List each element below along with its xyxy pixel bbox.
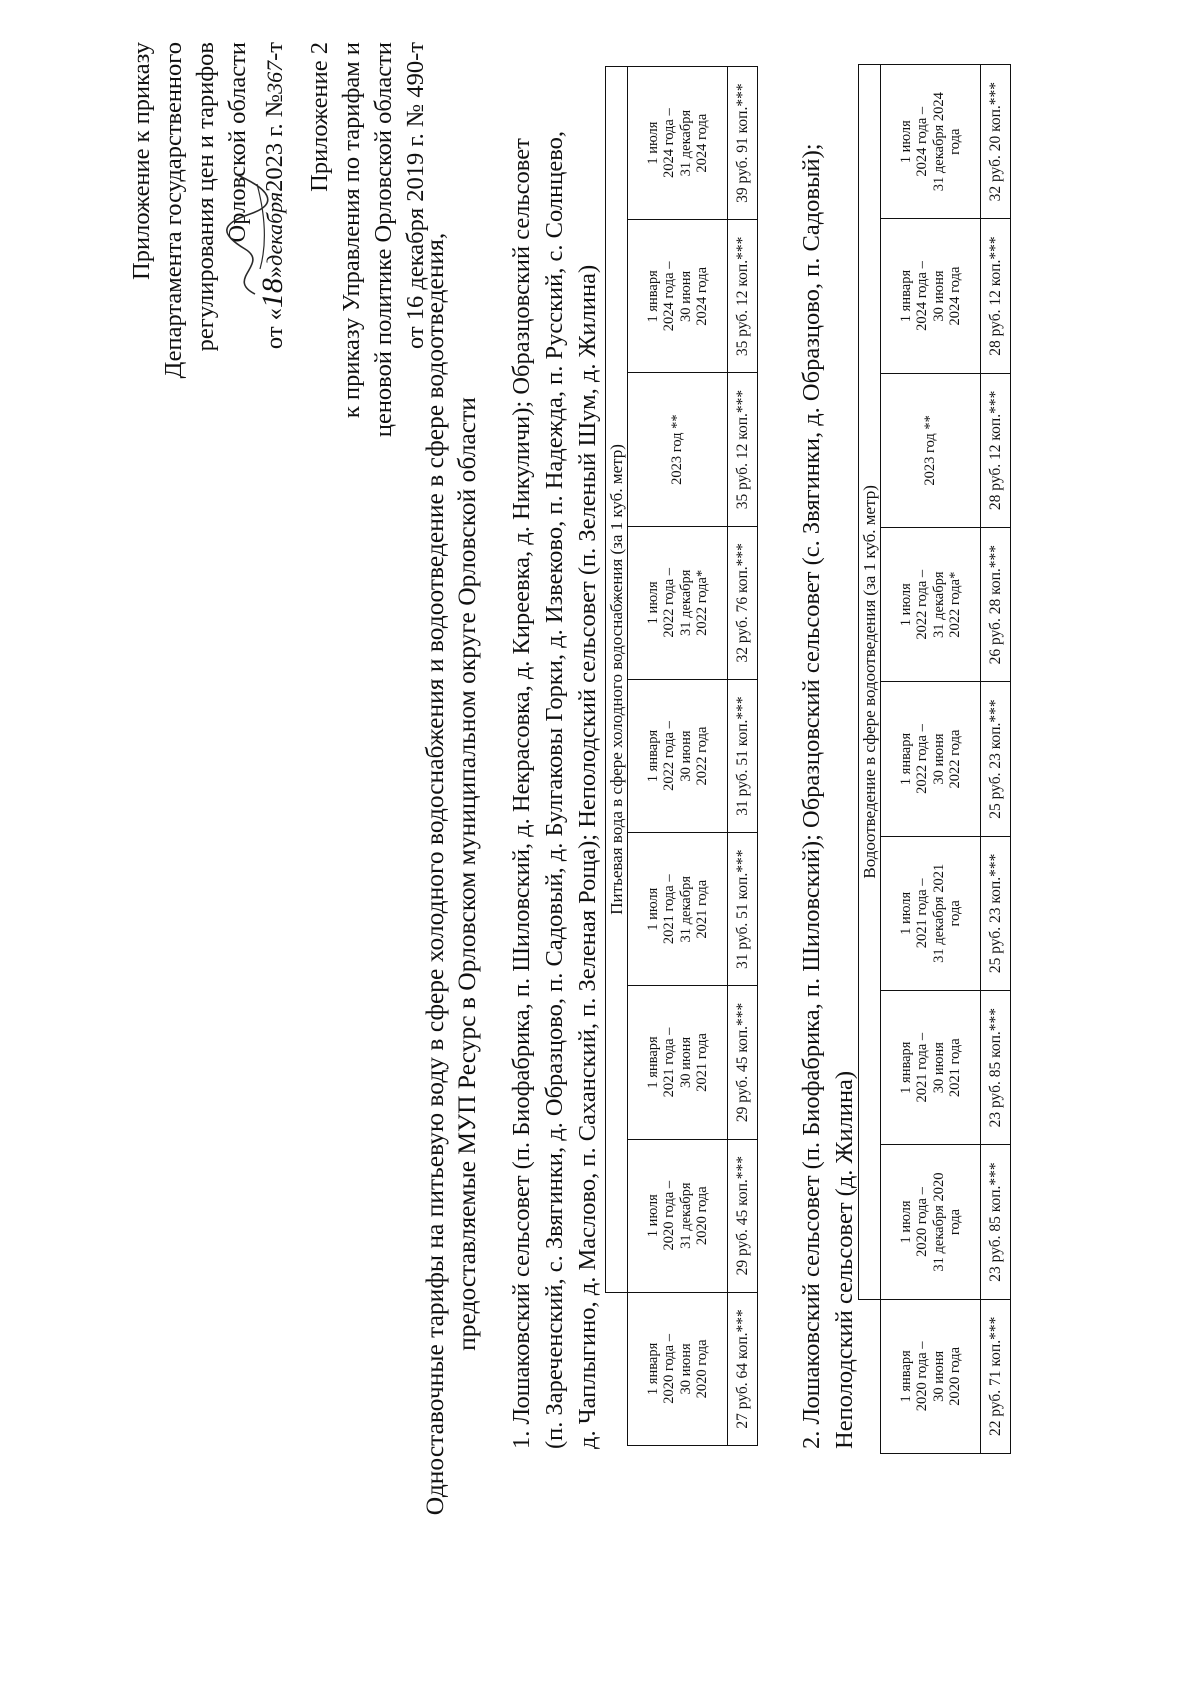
period-cell: 1 января 2022 года – 30 июня 2022 года <box>628 679 728 832</box>
price-cell: 39 руб. 91 коп.*** <box>728 67 758 220</box>
period-cell: 1 июля 2021 года – 31 декабря 2021 года <box>628 833 728 986</box>
price-cell: 28 руб. 12 коп.*** <box>981 219 1011 373</box>
date-suffix: -т <box>261 42 288 61</box>
annex2-line-3: ценовой политике Орловской области <box>370 42 397 438</box>
handwritten-month: декабря <box>262 191 287 266</box>
period-cell: 2023 год ** <box>628 373 728 526</box>
handwritten-number: 367 <box>262 60 287 94</box>
period-cell: 1 января 2021 года – 30 июня 2021 года <box>628 986 728 1139</box>
handwritten-day: 18 <box>256 278 289 309</box>
period-cell: 1 января 2024 года – 30 июня 2024 года <box>628 220 728 373</box>
period-cell: 1 июля 2022 года – 31 декабря 2022 года* <box>881 528 981 682</box>
document-title-line-1: Одноставочные тарифы на питьевую воду в сфере холодного водоснабжения и водоотведение в сфере водоотведения, <box>420 232 449 1516</box>
wastewater-tariff-table <box>858 64 1011 1454</box>
wastewater-table-caption: Водоотведение в сфере водоотведения (за 1 куб. метр) <box>859 65 881 1300</box>
section2-line-2: Неполодский сельсовет (д. Жилина) <box>831 1070 858 1449</box>
price-cell: 25 руб. 23 коп.*** <box>981 682 1011 836</box>
price-cell: 22 руб. 71 коп.*** <box>981 1299 1011 1453</box>
section2-line-1: 2. Лошаковский сельсовет (п. Биофабрика, п. Шиловский); Образцовский сельсовет (с. Звягинки, д. Образцово, п. Садовый); <box>798 143 825 1449</box>
annex2-line-2: к приказу Управления по тарифам и <box>338 42 365 419</box>
period-cell: 1 января 2020 года – 30 июня 2020 года <box>628 1292 728 1445</box>
price-cell: 31 руб. 51 коп.*** <box>728 833 758 986</box>
annex2-line-1: Приложение 2 <box>306 42 333 192</box>
price-cell: 25 руб. 23 коп.*** <box>981 836 1011 990</box>
appendix-line-3: регулирования цен и тарифов <box>192 42 219 352</box>
date-mid: » <box>261 265 288 279</box>
price-cell: 29 руб. 45 коп.*** <box>728 1139 758 1292</box>
price-cell: 35 руб. 12 коп.*** <box>728 373 758 526</box>
price-cell: 23 руб. 85 коп.*** <box>981 991 1011 1145</box>
price-cell: 23 руб. 85 коп.*** <box>981 1145 1011 1299</box>
section1-line-1: 1. Лошаковский сельсовет (п. Биофабрика, п. Шиловский, д. Некрасовка, д. Киреевка, д. Никуличи); Образцовский сельсовет <box>508 138 535 1449</box>
date-year: 2023 г. № <box>261 93 288 192</box>
section1-line-2: (п. Зареченский, с. Звягинки, д. Образцово, п. Садовый, д. Булгаковы Горки, д. Извеково, п. Надежда, п. Русский, с. Солнцево, <box>541 131 568 1449</box>
period-cell: 2023 год ** <box>881 373 981 527</box>
price-cell: 31 руб. 51 коп.*** <box>728 679 758 832</box>
section1-line-3: д. Чаплыгино, д. Маслово, п. Саханский, п. Зеленая Роща); Неполодский сельсовет (п. Зеленый Шум, д. Жилина) <box>574 264 601 1449</box>
price-cell: 29 руб. 45 коп.*** <box>728 986 758 1139</box>
period-cell: 1 июля 2020 года – 31 декабря 2020 года <box>881 1145 981 1299</box>
appendix-line-1: Приложение к приказу <box>128 42 155 280</box>
period-cell: 1 июля 2024 года – 31 декабря 2024 года <box>881 65 981 219</box>
price-cell: 26 руб. 28 коп.*** <box>981 528 1011 682</box>
period-cell: 1 июля 2020 года – 31 декабря 2020 года <box>628 1139 728 1292</box>
period-cell: 1 июля 2022 года – 31 декабря 2022 года* <box>628 526 728 679</box>
water-supply-tariff-table <box>605 66 758 1446</box>
period-cell: 1 января 2020 года – 30 июня 2020 года <box>881 1299 981 1453</box>
period-cell: 1 января 2024 года – 30 июня 2024 года <box>881 219 981 373</box>
price-cell: 32 руб. 76 коп.*** <box>728 526 758 679</box>
price-cell: 28 руб. 12 коп.*** <box>981 373 1011 527</box>
period-cell: 1 января 2022 года – 30 июня 2022 года <box>881 682 981 836</box>
water-supply-table-caption: Питьевая вода в сфере холодного водоснабжения (за 1 куб. метр) <box>606 67 628 1293</box>
period-cell: 1 июля 2024 года – 31 декабря 2024 года <box>628 67 728 220</box>
period-cell: 1 января 2021 года – 30 июня 2021 года <box>881 991 981 1145</box>
price-cell: 27 руб. 64 коп.*** <box>728 1292 758 1445</box>
appendix-line-2: Департамента государственного <box>160 42 187 379</box>
signature-icon <box>215 169 275 299</box>
appendix-line-4: Орловской области <box>224 42 251 243</box>
document-title-line-2: предоставляемые МУП Ресурс в Орловском муниципальном округе Орловской области <box>452 397 481 1351</box>
price-cell: 32 руб. 20 коп.*** <box>981 65 1011 219</box>
price-cell: 35 руб. 12 коп.*** <box>728 220 758 373</box>
date-prefix: от « <box>261 308 288 350</box>
period-cell: 1 июля 2021 года – 31 декабря 2021 года <box>881 836 981 990</box>
annex2-line-4: от 16 декабря 2019 г. № 490-т <box>402 42 429 350</box>
